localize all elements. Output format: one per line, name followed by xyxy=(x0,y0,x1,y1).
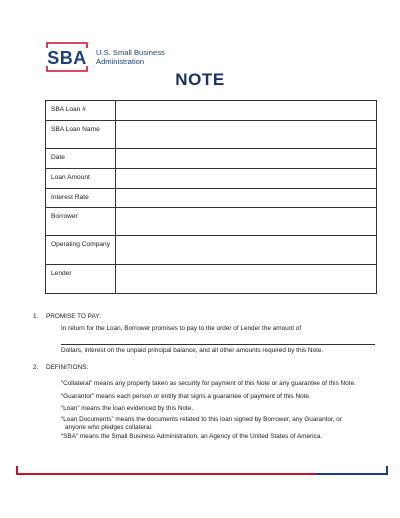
row-value-interest-rate xyxy=(116,189,377,208)
amount-blank-line xyxy=(61,344,375,345)
row-value-date xyxy=(116,149,377,169)
row-label-borrower: Borrower xyxy=(46,208,116,236)
row-value-loan-amount xyxy=(116,169,377,189)
table-row xyxy=(46,101,377,121)
table-row xyxy=(46,265,377,294)
sba-logo-text xyxy=(96,48,165,66)
definition-collateral: “Collateral” means any property taken as security for payment of this Note or any guarantee of this Note. xyxy=(61,380,356,387)
page-title: NOTE xyxy=(175,70,225,89)
row-label-sba-loan-name: SBA Loan Name xyxy=(46,121,116,149)
row-label-lender: Lender xyxy=(46,265,116,294)
row-value-operating-company xyxy=(116,236,377,265)
definition-loan-documents xyxy=(61,416,381,431)
definition-guarantor: “Guarantor” means each person or entity that signs a guarantee of payment of this Note. xyxy=(61,393,311,400)
promise-to-pay-text: In return for the Loan, Borrower promises to pay to the order of Lender the amount of xyxy=(61,325,302,332)
table-row xyxy=(46,208,377,236)
logo-line-1: U.S. Small Business xyxy=(96,48,165,57)
definition-sba: “SBA” means the Small Business Administration, an Agency of the United States of America. xyxy=(61,433,323,440)
row-label-operating-company: Operating Company xyxy=(46,236,116,265)
table-row xyxy=(46,121,377,149)
row-label-date: Date xyxy=(46,149,116,169)
row-value-borrower xyxy=(116,208,377,236)
row-value-lender xyxy=(116,265,377,294)
row-value-sba-loan-name xyxy=(116,121,377,149)
logo-line-2: Administration xyxy=(96,57,145,66)
promise-to-pay-text-2: Dollars, interest on the unpaid principal balance, and all other amounts required by this Note. xyxy=(61,347,324,354)
sba-logo xyxy=(46,42,165,72)
row-label-sba-loan-number: SBA Loan # xyxy=(46,101,116,121)
definition-loan: “Loan” means the loan evidenced by this Note. xyxy=(61,405,194,412)
row-label-interest-rate: Interest Rate xyxy=(46,189,116,208)
table-row xyxy=(46,189,377,208)
row-label-loan-amount: Loan Amount xyxy=(46,169,116,189)
section-1-number: 1. xyxy=(33,313,39,320)
section-2-heading: DEFINITIONS: xyxy=(46,364,89,371)
row-value-sba-loan-number xyxy=(116,101,377,121)
table-row xyxy=(46,169,377,189)
table-row xyxy=(46,149,377,169)
loan-info-table xyxy=(45,100,377,294)
section-2-number: 2. xyxy=(33,364,39,371)
definition-loan-documents-line-1: “Loan Documents” means the documents related to this loan signed by Borrower, any Guarantor, or xyxy=(61,416,342,423)
sba-logo-mark xyxy=(46,42,88,72)
definition-loan-documents-line-2: anyone who pledges collateral. xyxy=(65,423,153,431)
footer-rule xyxy=(16,466,388,475)
table-row xyxy=(46,236,377,265)
sba-logo-letters: SBA xyxy=(47,48,87,68)
section-1-heading: PROMISE TO PAY: xyxy=(46,313,101,320)
